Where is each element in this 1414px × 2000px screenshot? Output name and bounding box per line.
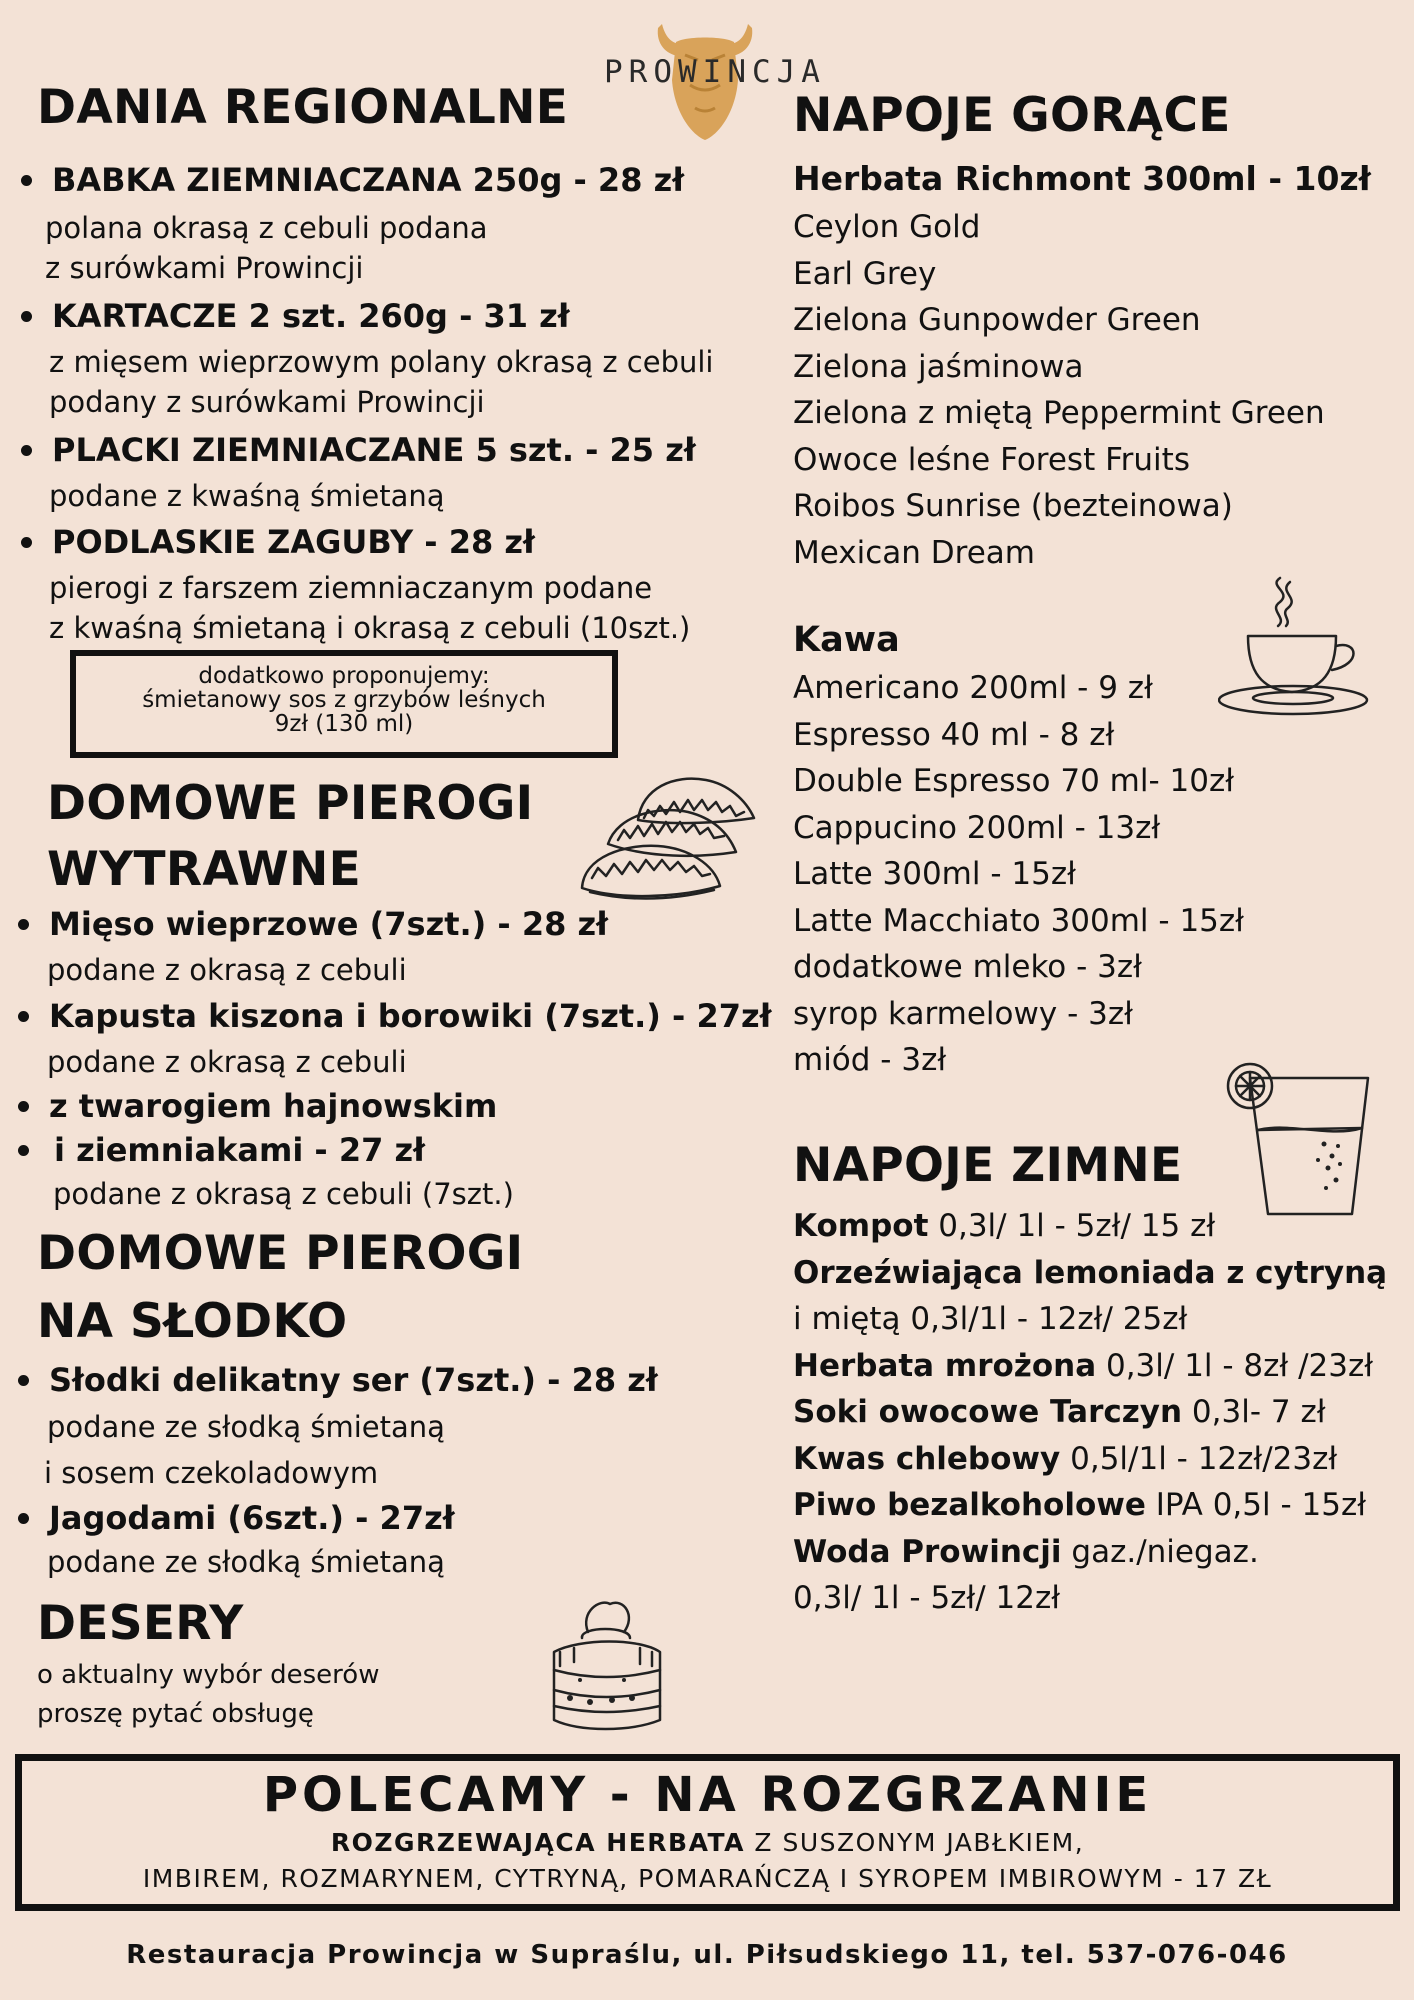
- cold-item-name: Soki owocowe Tarczyn: [793, 1394, 1183, 1430]
- glass-icon: [1220, 1052, 1370, 1222]
- desc-line: podane z okrasą z cebuli: [47, 1045, 407, 1079]
- addon-box: [70, 650, 618, 758]
- coffee-list: [793, 665, 1244, 1084]
- desserts-desc: [37, 1656, 379, 1734]
- desc-line: polana okrasą z cebuli podana: [45, 211, 488, 245]
- addon-line: 9zł (130 ml): [274, 711, 414, 737]
- promo-title: POLECAMY - NA ROZGRZANIE: [262, 1767, 1153, 1823]
- coffee-item: Latte 300ml - 15zł: [793, 856, 1076, 892]
- cold-item-price: 0,3l/ 1l - 5zł/ 15 zł: [928, 1208, 1216, 1244]
- desserts-title: DESERY: [37, 1596, 244, 1651]
- savory-title: [47, 778, 533, 896]
- tea-title: Herbata Richmont 300ml - 10zł: [793, 159, 1371, 198]
- sweet-item-name: Słodki delikatny ser (7szt.) - 28 zł: [49, 1361, 658, 1399]
- regional-item-desc: [49, 476, 445, 516]
- tea-item: Zielona jaśminowa: [793, 348, 1084, 385]
- cold-item-price: IPA 0,5l - 15zł: [1145, 1487, 1367, 1523]
- cold-item-kompot: [793, 1203, 1387, 1250]
- promo-box: [15, 1754, 1400, 1911]
- cold-item-name: Piwo bezalkoholowe: [793, 1487, 1146, 1523]
- desc-line: z kwaśną śmietaną i okrasą z cebuli (10szt.): [49, 611, 691, 645]
- cold-item-name: Herbata mrożona: [793, 1347, 1097, 1384]
- desc-line: podane z okrasą z cebuli (7szt.): [53, 1177, 514, 1211]
- tea-item: Owoce leśne Forest Fruits: [793, 441, 1190, 478]
- desc-line: o aktualny wybór deserów: [37, 1660, 380, 1690]
- coffee-item: dodatkowe mleko - 3zł: [793, 949, 1142, 985]
- coffee-title: Kawa: [793, 620, 900, 660]
- savory-item-1: [49, 904, 608, 944]
- cold-item-name: Kwas chlebowy: [793, 1440, 1061, 1477]
- savory-item-desc: [47, 1042, 407, 1082]
- addon-line: śmietanowy sos z grzybów leśnych: [142, 687, 546, 713]
- tea-item: Zielona z miętą Peppermint Green: [793, 395, 1325, 431]
- promo-highlight: ROZGRZEWAJĄCA HERBATA: [330, 1828, 745, 1857]
- cold-item-price: i miętą 0,3l/1l - 12zł/ 25zł: [793, 1301, 1188, 1337]
- desc-line: z mięsem wieprzowym polany okrasą z cebuli: [49, 345, 714, 379]
- savory-item-name: Mięso wieprzowe (7szt.) - 28 zł: [49, 905, 608, 943]
- sweet-item-desc: [47, 1542, 445, 1582]
- cold-item-name: Kompot: [793, 1208, 929, 1244]
- sweet-title-line: DOMOWE PIEROGI: [37, 1226, 524, 1281]
- cold-item-lemonade: [793, 1250, 1387, 1297]
- cake-icon: [540, 1592, 670, 1737]
- sweet-item-2: [49, 1498, 455, 1538]
- cold-item-iced-tea: [793, 1343, 1387, 1390]
- desc-line: pierogi z farszem ziemniaczanym podane: [49, 571, 653, 605]
- desc-line: i sosem czekoladowym: [44, 1456, 379, 1490]
- sweet-title-line: NA SŁODKO: [37, 1294, 348, 1349]
- cold-item-price: 0,3l- 7 zł: [1182, 1394, 1326, 1430]
- regional-item-4: [52, 522, 535, 562]
- savory-title-line: DOMOWE PIEROGI: [47, 776, 534, 831]
- tea-item: Zielona Gunpowder Green: [793, 302, 1201, 338]
- desc-line: proszę pytać obsługę: [37, 1699, 314, 1729]
- savory-item-2: [49, 996, 772, 1036]
- tea-item: Ceylon Gold: [793, 209, 981, 245]
- cold-item-name: Woda Prowincji: [793, 1533, 1062, 1570]
- cold-title: NAPOJE ZIMNE: [793, 1138, 1183, 1193]
- desc-line: podane z kwaśną śmietaną: [49, 479, 445, 513]
- tea-item: Earl Grey: [793, 255, 937, 292]
- promo-line-1: [22, 1825, 1393, 1861]
- footer-address: Restauracja Prowincja w Supraślu, ul. Piłsudskiego 11, tel. 537-076-046: [126, 1940, 1288, 1970]
- savory-item-3: [49, 1086, 497, 1170]
- logo: [604, 10, 826, 145]
- regional-item-name: BABKA ZIEMNIACZANA 250g - 28 zł: [52, 161, 685, 199]
- coffee-item: miód - 3zł: [793, 1042, 947, 1078]
- desc-line: podane ze słodką śmietaną: [47, 1545, 445, 1579]
- cold-item-name: Orzeźwiająca lemoniada z cytryną: [793, 1254, 1388, 1291]
- sweet-item-desc: [44, 1404, 445, 1496]
- cold-item-beer: [793, 1482, 1387, 1529]
- regional-item-name: PODLASKIE ZAGUBY - 28 zł: [52, 523, 535, 561]
- cold-item-lemonade-cont: [793, 1296, 1387, 1343]
- sweet-title: [37, 1228, 523, 1348]
- tea-item: Roibos Sunrise (bezteinowa): [793, 488, 1233, 524]
- coffee-cup-icon: [1218, 570, 1378, 730]
- desc-line: podany z surówkami Prowincji: [49, 385, 485, 419]
- regional-item-name: PLACKI ZIEMNIACZANE 5 szt. - 25 zł: [52, 431, 696, 469]
- regional-item-name: KARTACZE 2 szt. 260g - 31 zł: [52, 297, 570, 335]
- sweet-item-name: Jagodami (6szt.) - 27zł: [49, 1499, 455, 1537]
- desc-line: podane z okrasą z cebuli: [47, 953, 407, 987]
- addon-line: dodatkowo proponujemy:: [198, 663, 490, 689]
- desc-line: podane ze słodką śmietaną: [47, 1410, 445, 1444]
- tea-item: Mexican Dream: [793, 534, 1035, 571]
- cold-list: [793, 1203, 1387, 1622]
- cold-item-price: 0,3l/ 1l - 8zł /23zł: [1096, 1347, 1374, 1384]
- regional-item-1: [52, 160, 684, 200]
- regional-item-desc: [49, 568, 690, 648]
- coffee-item: syrop karmelowy - 3zł: [793, 995, 1133, 1032]
- cold-item-price: gaz./niegaz.: [1061, 1533, 1259, 1570]
- savory-item-name: Kapusta kiszona i borowiki (7szt.) - 27zł: [49, 997, 772, 1035]
- tea-list: [793, 204, 1325, 576]
- cold-item-price: 0,5l/1l - 12zł/23zł: [1060, 1440, 1338, 1477]
- regional-item-3: [52, 430, 696, 470]
- coffee-item: Americano 200ml - 9 zł: [793, 670, 1153, 706]
- sweet-item-1: [49, 1360, 658, 1400]
- dumplings-icon: [578, 760, 763, 910]
- coffee-item: Double Espresso 70 ml- 10zł: [793, 763, 1235, 799]
- cold-item-kvass: [793, 1436, 1387, 1483]
- logo-text: PROWINCJA: [604, 54, 826, 90]
- promo-line-2: IMBIREM, ROZMARYNEM, CYTRYNĄ, POMARAŃCZĄ I SYROPEM IMBIROWYM - 17 ZŁ: [142, 1864, 1273, 1893]
- savory-item-name: z twarogiem hajnowskim: [49, 1087, 498, 1125]
- cold-item-water: [793, 1529, 1387, 1576]
- regional-item-desc: [45, 208, 488, 288]
- cold-item-price: 0,3l/ 1l - 5zł/ 12zł: [793, 1580, 1061, 1616]
- coffee-item: Latte Macchiato 300ml - 15zł: [793, 902, 1244, 939]
- coffee-item: Espresso 40 ml - 8 zł: [793, 716, 1115, 753]
- savory-item-desc: [47, 950, 407, 990]
- coffee-item: Cappucino 200ml - 13zł: [793, 809, 1161, 846]
- regional-title: DANIA REGIONALNE: [37, 80, 569, 135]
- desc-line: z surówkami Prowincji: [45, 251, 364, 285]
- cold-item-juice: [793, 1389, 1387, 1436]
- cold-item-water-cont: [793, 1575, 1387, 1622]
- savory-title-line: WYTRAWNE: [47, 842, 362, 897]
- savory-item-name-cont: i ziemniakami - 27 zł: [49, 1130, 497, 1170]
- promo-text: Z SUSZONYM JABŁKIEM,: [744, 1828, 1085, 1857]
- regional-item-desc: [49, 342, 713, 422]
- savory-item-desc: [53, 1174, 514, 1214]
- hot-title: NAPOJE GORĄCE: [793, 88, 1231, 143]
- regional-item-2: [52, 296, 570, 336]
